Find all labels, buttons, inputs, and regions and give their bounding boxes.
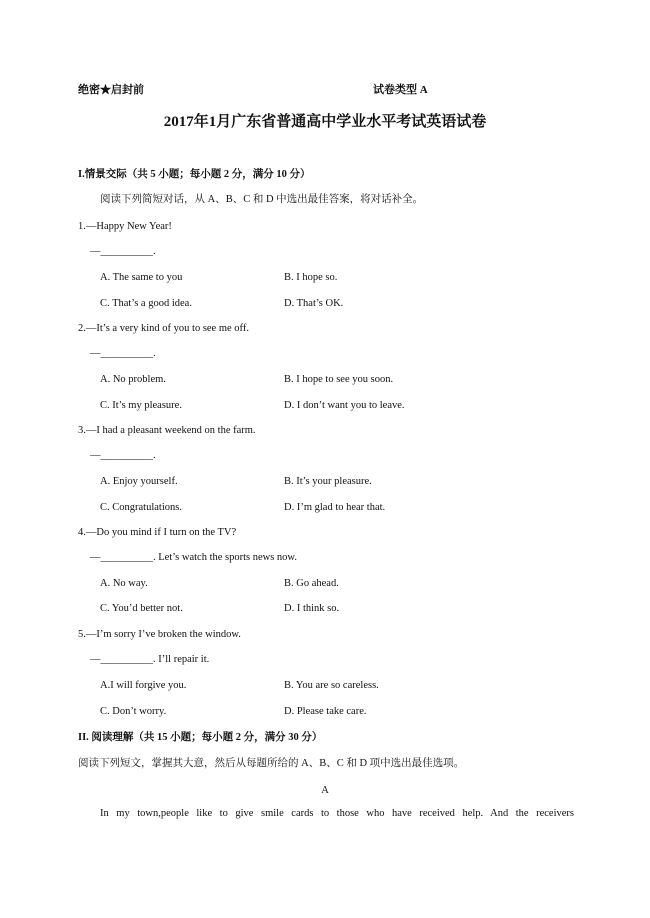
passage-label: A bbox=[321, 785, 329, 796]
question-3-option-a: A. Enjoy yourself. bbox=[100, 476, 178, 487]
question-5-prompt: 5.—I’m sorry I’ve broken the window. bbox=[78, 629, 241, 640]
question-4-prompt: 4.—Do you mind if I turn on the TV? bbox=[78, 527, 237, 538]
question-2-option-c: C. It’s my pleasure. bbox=[100, 400, 182, 411]
question-2-option-b: B. I hope to see you soon. bbox=[284, 374, 394, 385]
question-3-option-c: C. Congratulations. bbox=[100, 502, 182, 513]
confidential-label: 绝密★启封前 bbox=[78, 84, 144, 96]
question-5-option-d: D. Please take care. bbox=[284, 706, 367, 717]
question-1-option-a: A. The same to you bbox=[100, 272, 183, 283]
question-3-option-d: D. I’m glad to hear that. bbox=[284, 502, 386, 513]
question-2-prompt: 2.—It’s a very kind of you to see me off. bbox=[78, 323, 249, 334]
question-2-option-a: A. No problem. bbox=[100, 374, 166, 385]
section1-instruction: 阅读下列简短对话，从 A、B、C 和 D 中选出最佳答案，将对话补全。 bbox=[100, 194, 424, 205]
question-2-option-d: D. I don’t want you to leave. bbox=[284, 400, 405, 411]
question-2-answer-blank: —__________. bbox=[90, 348, 156, 359]
section2-heading: II. 阅读理解（共 15 小题；每小题 2 分，满分 30 分） bbox=[78, 732, 323, 743]
question-5-answer-blank: —__________. I’ll repair it. bbox=[90, 654, 210, 665]
question-3-answer-blank: —__________. bbox=[90, 450, 156, 461]
question-4-answer-blank: —__________. Let’s watch the sports news now. bbox=[90, 552, 297, 563]
question-3-option-b: B. It’s your pleasure. bbox=[284, 476, 372, 487]
question-4-option-c: C. You’d better not. bbox=[100, 603, 183, 614]
question-4-option-d: D. I think so. bbox=[284, 603, 340, 614]
question-1-answer-blank: —__________. bbox=[90, 246, 156, 257]
section2-instruction: 阅读下列短文，掌握其大意，然后从每题所给的 A、B、C 和 D 项中选出最佳选项。 bbox=[78, 758, 465, 769]
question-4-option-a: A. No way. bbox=[100, 578, 148, 589]
question-4-option-b: B. Go ahead. bbox=[284, 578, 339, 589]
question-3-prompt: 3.—I had a pleasant weekend on the farm. bbox=[78, 425, 256, 436]
section1-heading: I.情景交际（共 5 小题；每小题 2 分，满分 10 分） bbox=[78, 169, 311, 180]
question-1-option-d: D. That’s OK. bbox=[284, 298, 344, 309]
question-5-option-b: B. You are so careless. bbox=[284, 680, 379, 691]
passage-text: In my town,people like to give smile cards to those who have received help. And the receivers bbox=[100, 808, 574, 819]
question-1-option-c: C. That’s a good idea. bbox=[100, 298, 192, 309]
question-5-option-c: C. Don’t worry. bbox=[100, 706, 167, 717]
question-5-option-a: A.I will forgive you. bbox=[100, 680, 187, 691]
exam-title: 2017年1月广东省普通高中学业水平考试英语试卷 bbox=[163, 114, 487, 130]
question-1-prompt: 1.—Happy New Year! bbox=[78, 221, 172, 232]
paper-type-label: 试卷类型 A bbox=[373, 84, 428, 96]
question-1-option-b: B. I hope so. bbox=[284, 272, 338, 283]
